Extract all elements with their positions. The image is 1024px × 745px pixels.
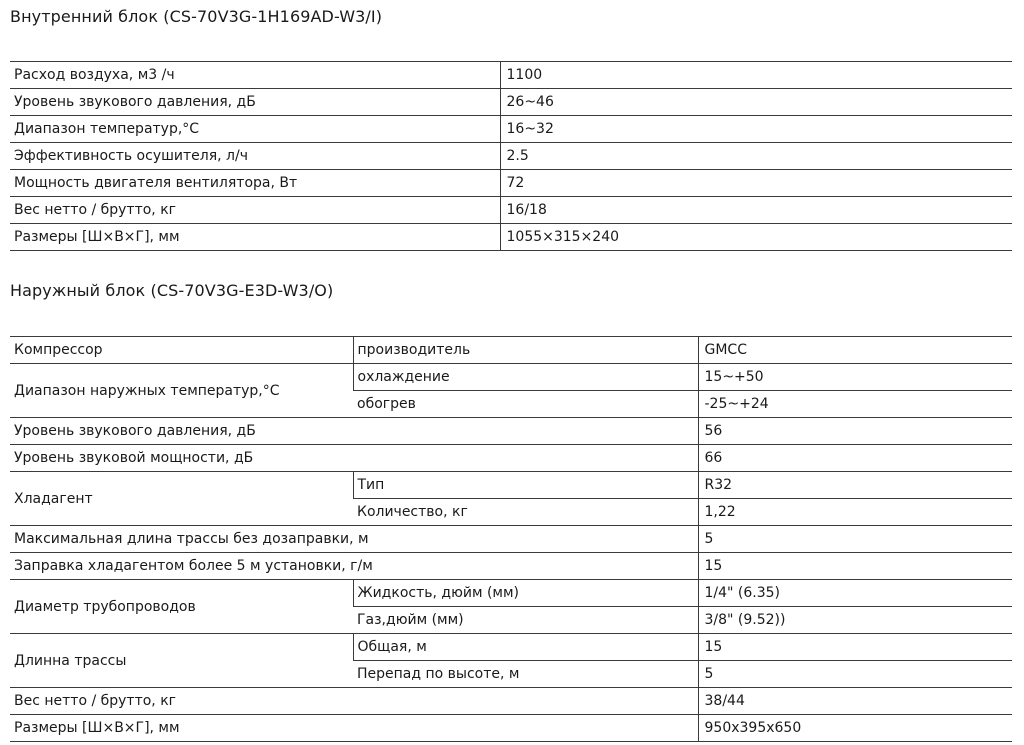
table-row (10, 364, 1012, 391)
spec-value: 1/4" (6.35) (698, 580, 1012, 607)
spec-label: Заправка хладагентом более 5 м установки, г/м (10, 553, 698, 580)
table-row (10, 116, 1012, 143)
spec-value: 15 (698, 634, 1012, 661)
spec-value: 2.5 (500, 143, 1012, 170)
indoor-spec-table (10, 61, 1012, 251)
spec-sublabel: Жидкость, дюйм (мм) (353, 580, 698, 607)
table-row (10, 89, 1012, 116)
table-row (10, 715, 1012, 742)
spec-value: -25~+24 (698, 391, 1012, 418)
outdoor-spec-table (10, 336, 1012, 742)
spec-value: 950x395x650 (698, 715, 1012, 742)
spec-label: Уровень звуковой мощности, дБ (10, 445, 698, 472)
outdoor-unit-title: Наружный блок (CS-70V3G-E3D-W3/O) (10, 281, 334, 300)
spec-label: Диаметр трубопроводов (10, 580, 353, 634)
table-row (10, 224, 1012, 251)
spec-sublabel: Тип (353, 472, 698, 499)
indoor-unit-title: Внутренний блок (CS-70V3G-1H169AD-W3/I) (10, 7, 383, 26)
table-row (10, 337, 1012, 364)
table-row (10, 580, 1012, 607)
table-row (10, 62, 1012, 89)
spec-value: 1,22 (698, 499, 1012, 526)
spec-value: R32 (698, 472, 1012, 499)
spec-value: 56 (698, 418, 1012, 445)
spec-value: 5 (698, 661, 1012, 688)
table-row (10, 526, 1012, 553)
table-row (10, 445, 1012, 472)
spec-label: Диапазон наружных температур,°С (10, 364, 353, 418)
spec-value: 16~32 (500, 116, 1012, 143)
spec-value: 15 (698, 553, 1012, 580)
spec-value: 26~46 (500, 89, 1012, 116)
spec-label: Размеры [Ш×В×Г], мм (10, 715, 698, 742)
spec-value: 38/44 (698, 688, 1012, 715)
table-row (10, 197, 1012, 224)
table-row (10, 143, 1012, 170)
spec-label: Размеры [Ш×В×Г], мм (10, 224, 500, 251)
spec-sublabel: производитель (353, 337, 698, 364)
spec-value: 16/18 (500, 197, 1012, 224)
table-row (10, 688, 1012, 715)
spec-value: 1055×315×240 (500, 224, 1012, 251)
spec-sublabel: обогрев (353, 391, 698, 418)
spec-sublabel: Газ,дюйм (мм) (353, 607, 698, 634)
table-row (10, 418, 1012, 445)
spec-value: 5 (698, 526, 1012, 553)
spec-label: Уровень звукового давления, дБ (10, 89, 500, 116)
table-row (10, 170, 1012, 197)
spec-sublabel: Общая, м (353, 634, 698, 661)
spec-sublabel: охлаждение (353, 364, 698, 391)
spec-value: 15~+50 (698, 364, 1012, 391)
table-row (10, 553, 1012, 580)
spec-label: Расход воздуха, м3 /ч (10, 62, 500, 89)
spec-label: Длинна трассы (10, 634, 353, 688)
spec-label: Хладагент (10, 472, 353, 526)
table-row (10, 634, 1012, 661)
spec-label: Максимальная длина трассы без дозаправки, м (10, 526, 698, 553)
spec-value: GMCC (698, 337, 1012, 364)
spec-label: Вес нетто / брутто, кг (10, 197, 500, 224)
spec-sublabel: Перепад по высоте, м (353, 661, 698, 688)
spec-sublabel: Количество, кг (353, 499, 698, 526)
spec-label: Компрессор (10, 337, 353, 364)
spec-label: Вес нетто / брутто, кг (10, 688, 698, 715)
spec-label: Диапазон температур,°С (10, 116, 500, 143)
spec-label: Уровень звукового давления, дБ (10, 418, 698, 445)
table-row (10, 472, 1012, 499)
spec-value: 1100 (500, 62, 1012, 89)
spec-value: 66 (698, 445, 1012, 472)
spec-value: 72 (500, 170, 1012, 197)
spec-value: 3/8" (9.52)) (698, 607, 1012, 634)
spec-label: Эффективность осушителя, л/ч (10, 143, 500, 170)
spec-label: Мощность двигателя вентилятора, Вт (10, 170, 500, 197)
